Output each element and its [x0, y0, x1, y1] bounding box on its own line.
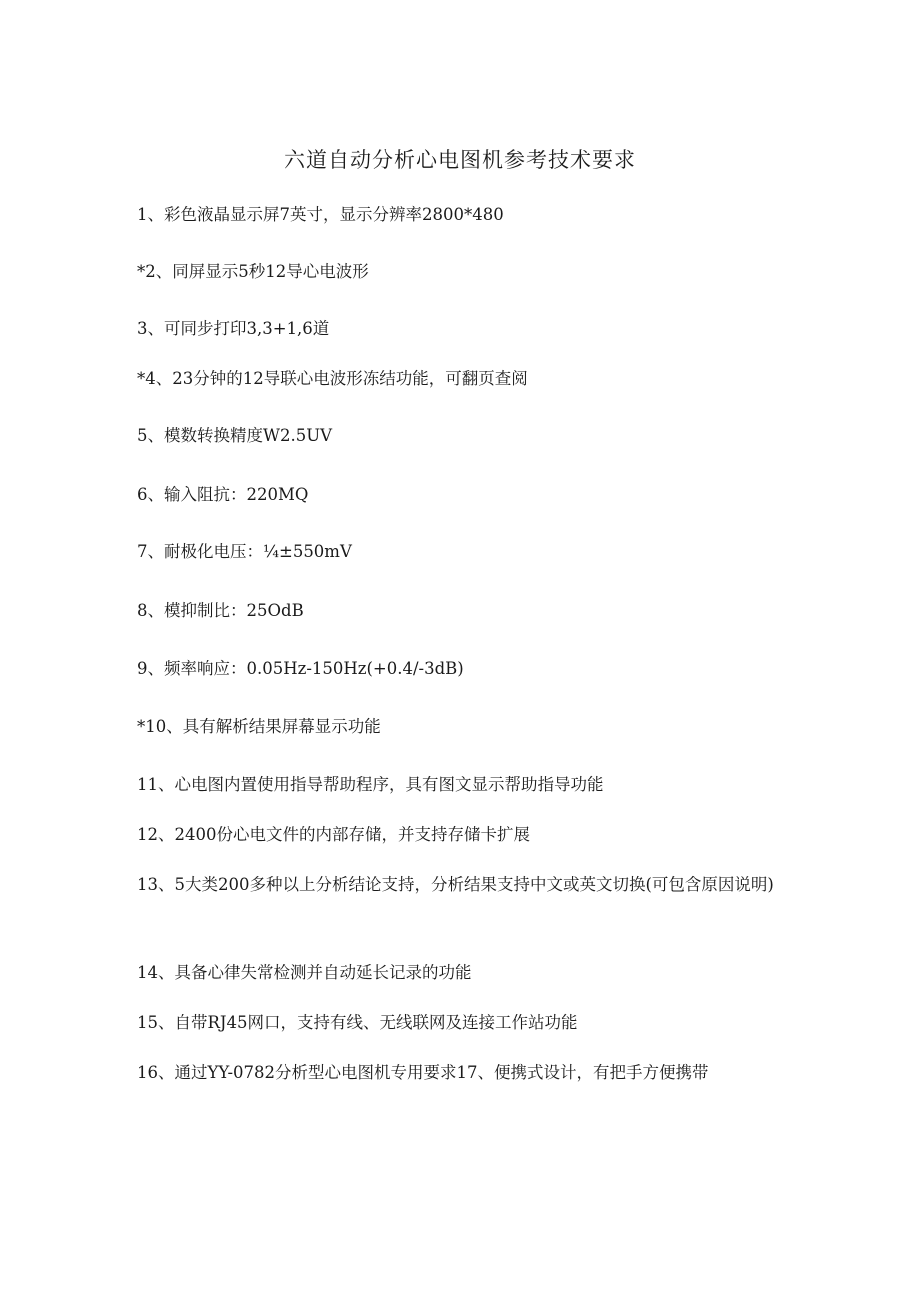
spec-item-8: 8、模抑制比：25OdB — [137, 601, 304, 620]
spec-item-13: 13、5大类200多种以上分析结论支持，分析结果支持中文或英文切换(可包含原因说明) — [137, 875, 774, 894]
spec-item-6: 6、输入阻抗：220MQ — [137, 485, 309, 504]
spec-item-11: 11、心电图内置使用指导帮助程序，具有图文显示帮助指导功能 — [137, 775, 604, 794]
spec-item-14: 14、具备心律失常检测并自动延长记录的功能 — [137, 963, 472, 982]
spec-item-4: *4、23分钟的12导联心电波形冻结功能，可翻页查阅 — [137, 369, 528, 388]
document-title: 六道自动分析心电图机参考技术要求 — [284, 148, 636, 172]
spec-item-2: *2、同屏显示5秒12导心电波形 — [137, 262, 369, 281]
spec-item-1: 1、彩色液晶显示屏7英寸，显示分辨率2800*480 — [137, 205, 504, 224]
spec-item-9: 9、频率响应：0.05Hz-150Hz(+0.4/-3dB) — [137, 659, 464, 678]
spec-item-5: 5、模数转换精度W2.5UV — [137, 426, 333, 445]
spec-item-7: 7、耐极化电压：¼±550mV — [137, 542, 352, 561]
spec-item-10: *10、具有解析结果屏幕显示功能 — [137, 717, 381, 736]
spec-item-3: 3、可同步打印3,3+1,6道 — [137, 319, 330, 338]
spec-item-15: 15、自带RJ45网口，支持有线、无线联网及连接工作站功能 — [137, 1013, 578, 1032]
spec-item-12: 12、2400份心电文件的内部存储，并支持存储卡扩展 — [137, 825, 530, 844]
spec-item-16: 16、通过YY-0782分析型心电图机专用要求17、便携式设计，有把手方便携带 — [137, 1063, 709, 1082]
